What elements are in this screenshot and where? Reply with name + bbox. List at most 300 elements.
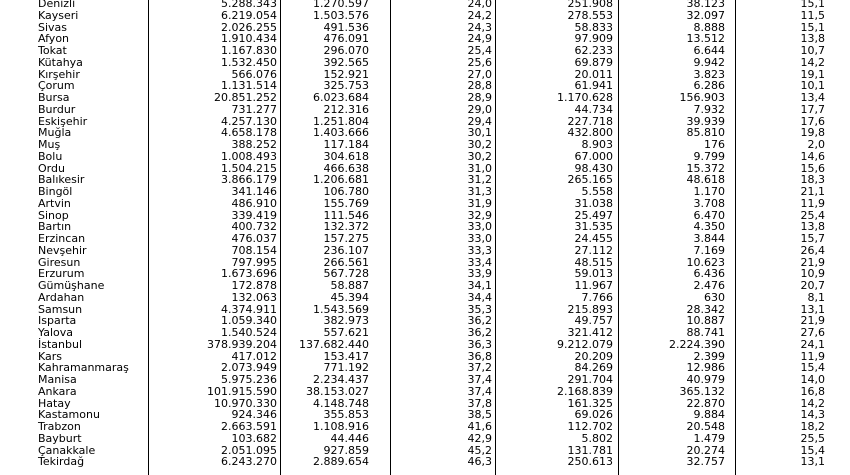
table-row [0, 233, 850, 245]
value-col4-cell: 49.757 [574, 314, 613, 328]
ratio-col3-cell: 34,4 [467, 290, 492, 304]
value-col5-cell: 40.979 [686, 373, 725, 386]
value-col5-cell: 38.123 [686, 0, 725, 10]
value-col1-cell: 20.851.252 [214, 91, 277, 104]
value-col4-cell: 11.967 [574, 279, 613, 292]
ratio-col3-cell: 25,6 [467, 55, 492, 69]
ratio-col3-cell: 35,3 [467, 302, 492, 316]
ratio-col3-cell: 33,4 [467, 255, 492, 269]
ratio-col6-cell: 13,1 [800, 302, 825, 316]
province-cell: Kütahya [38, 55, 83, 69]
value-col1-cell: 476.037 [231, 232, 277, 245]
value-col1-cell: 486.910 [231, 196, 277, 210]
province-cell: Erzincan [38, 232, 86, 245]
value-col4-cell: 31.535 [574, 220, 613, 234]
value-col5-cell: 6.644 [693, 44, 725, 57]
value-col1-cell: 417.012 [231, 349, 277, 363]
province-cell: Sinop [38, 208, 69, 222]
ratio-col3-cell: 24,3 [467, 20, 492, 34]
value-col2-cell: 132.372 [323, 220, 369, 234]
ratio-col3-cell: 36,8 [467, 349, 492, 363]
ratio-col6-cell: 2,0 [807, 138, 825, 151]
province-cell: Ankara [38, 384, 77, 398]
value-col5-cell: 28.342 [686, 302, 725, 316]
value-col4-cell: 265.165 [567, 173, 613, 187]
province-cell: Kars [38, 349, 63, 363]
table-row [0, 292, 850, 304]
value-col2-cell: 1.108.916 [313, 420, 369, 433]
value-col1-cell: 1.008.493 [221, 149, 277, 163]
value-col2-cell: 304.618 [323, 149, 369, 163]
value-col1-cell: 6.243.270 [221, 455, 277, 469]
value-col5-cell: 39.939 [686, 114, 725, 128]
value-col5-cell: 1.170 [693, 185, 725, 198]
value-col2-cell: 4.148.748 [313, 396, 369, 410]
value-col4-cell: 44.734 [574, 102, 613, 116]
ratio-col3-cell: 24,0 [467, 0, 492, 10]
value-col1-cell: 378.939.204 [207, 337, 277, 351]
value-col1-cell: 708.154 [231, 243, 277, 257]
ratio-col6-cell: 19,8 [800, 126, 825, 140]
value-col2-cell: 476.091 [323, 32, 369, 46]
ratio-col3-cell: 25,4 [467, 44, 492, 57]
ratio-col6-cell: 21,9 [800, 255, 825, 269]
ratio-col6-cell: 15,7 [800, 232, 825, 245]
value-col1-cell: 5.288.343 [221, 0, 277, 10]
ratio-col6-cell: 14,0 [800, 373, 825, 386]
ratio-col6-cell: 15,4 [800, 361, 825, 375]
value-col2-cell: 155.769 [323, 196, 369, 210]
value-col2-cell: 382.973 [323, 314, 369, 328]
value-col5-cell: 6.436 [693, 267, 725, 281]
ratio-col3-cell: 36,2 [467, 326, 492, 339]
value-col5-cell: 22.870 [686, 396, 725, 410]
value-col2-cell: 491.536 [323, 20, 369, 34]
value-col2-cell: 567.728 [323, 267, 369, 281]
province-cell: Eskişehir [38, 114, 88, 128]
value-col1-cell: 1.504.215 [221, 161, 277, 175]
province-cell: Muğla [38, 126, 72, 140]
province-cell: Burdur [38, 102, 76, 116]
value-col5-cell: 6.286 [693, 79, 725, 93]
value-col2-cell: 296.070 [323, 44, 369, 57]
ratio-col3-cell: 37,8 [467, 396, 492, 410]
ratio-col3-cell: 31,3 [467, 185, 492, 198]
province-cell: Isparta [38, 314, 77, 328]
value-col4-cell: 432.800 [567, 126, 613, 140]
value-col2-cell: 771.192 [323, 361, 369, 375]
value-col4-cell: 61.941 [574, 79, 613, 93]
ratio-col6-cell: 8,1 [807, 290, 825, 304]
value-col5-cell: 3.823 [693, 67, 725, 81]
ratio-col3-cell: 36,2 [467, 314, 492, 328]
ratio-col6-cell: 19,1 [800, 67, 825, 81]
ratio-col6-cell: 25,5 [800, 431, 825, 445]
value-col1-cell: 2.051.095 [221, 443, 277, 457]
value-col4-cell: 291.704 [567, 373, 613, 386]
value-col1-cell: 6.219.054 [221, 8, 277, 22]
value-col1-cell: 101.915.590 [207, 384, 277, 398]
table-row [0, 92, 850, 104]
ratio-col6-cell: 10,1 [800, 79, 825, 93]
value-col5-cell: 6.470 [693, 208, 725, 222]
table-row [0, 280, 850, 292]
value-col4-cell: 84.269 [574, 361, 613, 375]
value-col2-cell: 111.546 [323, 208, 369, 222]
province-cell: Bingöl [38, 185, 73, 198]
value-col1-cell: 4.257.130 [221, 114, 277, 128]
ratio-col3-cell: 27,0 [467, 67, 492, 81]
province-cell: Sivas [38, 20, 68, 34]
value-col2-cell: 2.234.437 [313, 373, 369, 386]
table-row [0, 45, 850, 57]
value-col5-cell: 7.932 [693, 102, 725, 116]
value-col1-cell: 4.374.911 [221, 302, 277, 316]
value-col1-cell: 5.975.236 [221, 373, 277, 386]
ratio-col6-cell: 13,1 [800, 455, 825, 469]
value-col5-cell: 32.757 [686, 455, 725, 469]
province-cell: Tokat [38, 44, 67, 57]
value-col5-cell: 3.844 [693, 232, 725, 245]
value-col2-cell: 1.503.576 [313, 8, 369, 22]
province-cell: Bartın [38, 220, 72, 234]
value-col1-cell: 1.673.696 [221, 267, 277, 281]
province-cell: Ordu [38, 161, 65, 175]
value-col2-cell: 1.270.597 [313, 0, 369, 10]
value-col1-cell: 3.866.179 [221, 173, 277, 187]
province-cell: Gümüşhane [38, 279, 105, 292]
province-cell: Bayburt [38, 431, 82, 445]
value-col2-cell: 2.889.654 [313, 455, 369, 469]
value-col1-cell: 341.146 [231, 185, 277, 198]
value-col5-cell: 1.479 [693, 431, 725, 445]
value-col5-cell: 9.799 [693, 149, 725, 163]
table-row [0, 339, 850, 351]
value-col4-cell: 321.412 [567, 326, 613, 339]
value-col5-cell: 4.350 [693, 220, 725, 234]
value-col4-cell: 215.893 [567, 302, 613, 316]
value-col4-cell: 5.558 [581, 185, 613, 198]
province-cell: Kastamonu [38, 408, 100, 422]
value-col1-cell: 797.995 [231, 255, 277, 269]
ratio-col6-cell: 15,1 [800, 20, 825, 34]
value-col1-cell: 132.063 [231, 290, 277, 304]
province-cell: Denizli [38, 0, 76, 10]
table-row [0, 433, 850, 445]
ratio-col3-cell: 33,0 [467, 232, 492, 245]
value-col2-cell: 325.753 [323, 79, 369, 93]
value-col2-cell: 392.565 [323, 55, 369, 69]
value-col2-cell: 44.446 [330, 431, 369, 445]
value-col5-cell: 3.708 [693, 196, 725, 210]
value-col2-cell: 1.543.569 [313, 302, 369, 316]
ratio-col3-cell: 31,0 [467, 161, 492, 175]
ratio-col3-cell: 38,5 [467, 408, 492, 422]
value-col2-cell: 45.394 [330, 290, 369, 304]
table-row [0, 104, 850, 116]
value-col2-cell: 153.417 [323, 349, 369, 363]
value-col2-cell: 557.621 [323, 326, 369, 339]
value-col1-cell: 2.073.949 [221, 361, 277, 375]
value-col5-cell: 176 [704, 138, 725, 151]
value-col4-cell: 227.718 [567, 114, 613, 128]
value-col1-cell: 1.059.340 [221, 314, 277, 328]
value-col1-cell: 1.910.434 [221, 32, 277, 46]
table-row [0, 151, 850, 163]
ratio-col6-cell: 21,9 [800, 314, 825, 328]
value-col1-cell: 388.252 [231, 138, 277, 151]
province-cell: Samsun [38, 302, 83, 316]
province-cell: Afyon [38, 32, 70, 46]
province-cell: Balıkesir [38, 173, 85, 187]
table-row [0, 456, 850, 468]
ratio-col6-cell: 24,1 [800, 337, 825, 351]
value-col1-cell: 1.540.524 [221, 326, 277, 339]
value-col4-cell: 278.553 [567, 8, 613, 22]
value-col1-cell: 103.682 [231, 431, 277, 445]
value-col4-cell: 98.430 [574, 161, 613, 175]
table-row [0, 139, 850, 151]
table-row [0, 327, 850, 339]
value-col2-cell: 38.153.027 [306, 384, 369, 398]
ratio-col6-cell: 17,6 [800, 114, 825, 128]
ratio-col6-cell: 15,6 [800, 161, 825, 175]
ratio-col3-cell: 30,2 [467, 149, 492, 163]
value-col4-cell: 20.209 [574, 349, 613, 363]
ratio-col6-cell: 26,4 [800, 243, 825, 257]
ratio-col3-cell: 37,2 [467, 361, 492, 375]
value-col5-cell: 9.884 [693, 408, 725, 422]
value-col2-cell: 266.561 [323, 255, 369, 269]
value-col4-cell: 250.613 [567, 455, 613, 469]
value-col4-cell: 59.013 [574, 267, 613, 281]
province-cell: Artvin [38, 196, 71, 210]
value-col4-cell: 251.908 [567, 0, 613, 10]
province-cell: Giresun [38, 255, 81, 269]
province-cell: Trabzon [38, 420, 81, 433]
province-cell: Ardahan [38, 290, 85, 304]
ratio-col6-cell: 21,1 [800, 185, 825, 198]
value-col1-cell: 400.732 [231, 220, 277, 234]
value-col5-cell: 2.399 [693, 349, 725, 363]
value-col4-cell: 48.515 [574, 255, 613, 269]
value-col2-cell: 1.403.666 [313, 126, 369, 140]
value-col2-cell: 927.859 [323, 443, 369, 457]
ratio-col6-cell: 13,4 [800, 91, 825, 104]
value-col4-cell: 2.168.839 [557, 384, 613, 398]
ratio-col3-cell: 37,4 [467, 384, 492, 398]
ratio-col6-cell: 18,3 [800, 173, 825, 187]
value-col1-cell: 2.026.255 [221, 20, 277, 34]
ratio-col6-cell: 10,9 [800, 267, 825, 281]
value-col4-cell: 69.879 [574, 55, 613, 69]
value-col4-cell: 31.038 [574, 196, 613, 210]
value-col2-cell: 58.887 [330, 279, 369, 292]
value-col4-cell: 5.802 [581, 431, 613, 445]
ratio-col6-cell: 16,8 [800, 384, 825, 398]
value-col1-cell: 924.346 [231, 408, 277, 422]
value-col5-cell: 12.986 [686, 361, 725, 375]
ratio-col3-cell: 31,2 [467, 173, 492, 187]
ratio-col6-cell: 18,2 [800, 420, 825, 433]
province-cell: Bolu [38, 149, 63, 163]
province-cell: Kayseri [38, 8, 79, 22]
value-col5-cell: 32.097 [686, 8, 725, 22]
ratio-col6-cell: 27,6 [800, 326, 825, 339]
ratio-col6-cell: 25,4 [800, 208, 825, 222]
value-col4-cell: 9.212.079 [557, 337, 613, 351]
province-cell: Kırşehir [38, 67, 80, 81]
province-cell: Çanakkale [38, 443, 96, 457]
ratio-col3-cell: 36,3 [467, 337, 492, 351]
value-col5-cell: 630 [704, 290, 725, 304]
ratio-col3-cell: 37,4 [467, 373, 492, 386]
value-col4-cell: 7.766 [581, 290, 613, 304]
value-col2-cell: 106.780 [323, 185, 369, 198]
table-row [0, 186, 850, 198]
value-col4-cell: 20.011 [574, 67, 613, 81]
table-row [0, 198, 850, 210]
value-col4-cell: 58.833 [574, 20, 613, 34]
table-row [0, 386, 850, 398]
province-cell: Nevşehir [38, 243, 87, 257]
ratio-col6-cell: 11,9 [800, 349, 825, 363]
value-col1-cell: 172.878 [231, 279, 277, 292]
table-row [0, 421, 850, 433]
value-col2-cell: 117.184 [323, 138, 369, 151]
value-col5-cell: 48.618 [686, 173, 725, 187]
value-col4-cell: 97.909 [574, 32, 613, 46]
ratio-col3-cell: 33,9 [467, 267, 492, 281]
ratio-col3-cell: 32,9 [467, 208, 492, 222]
value-col5-cell: 9.942 [693, 55, 725, 69]
value-col1-cell: 566.076 [231, 67, 277, 81]
value-col4-cell: 62.233 [574, 44, 613, 57]
value-col2-cell: 6.023.684 [313, 91, 369, 104]
ratio-col3-cell: 45,2 [467, 443, 492, 457]
ratio-col3-cell: 29,0 [467, 102, 492, 116]
value-col1-cell: 10.970.330 [214, 396, 277, 410]
value-col5-cell: 13.512 [686, 32, 725, 46]
value-col2-cell: 212.316 [323, 102, 369, 116]
province-cell: Yalova [38, 326, 73, 339]
value-col4-cell: 25.497 [574, 208, 613, 222]
ratio-col3-cell: 33,0 [467, 220, 492, 234]
ratio-col6-cell: 14,2 [800, 396, 825, 410]
value-col2-cell: 152.921 [323, 67, 369, 81]
table-row [0, 374, 850, 386]
ratio-col6-cell: 17,7 [800, 102, 825, 116]
table-row [0, 57, 850, 69]
value-col2-cell: 466.638 [323, 161, 369, 175]
ratio-col3-cell: 28,8 [467, 79, 492, 93]
ratio-col6-cell: 14,3 [800, 408, 825, 422]
ratio-col6-cell: 13,8 [800, 220, 825, 234]
value-col4-cell: 1.170.628 [557, 91, 613, 104]
province-cell: İstanbul [38, 337, 83, 351]
province-cell: Tekirdağ [38, 455, 85, 469]
value-col4-cell: 131.781 [567, 443, 613, 457]
value-col2-cell: 1.206.681 [313, 173, 369, 187]
value-col5-cell: 20.274 [686, 443, 725, 457]
value-col5-cell: 2.476 [693, 279, 725, 292]
value-col2-cell: 236.107 [323, 243, 369, 257]
value-col5-cell: 10.623 [686, 255, 725, 269]
ratio-col3-cell: 30,2 [467, 138, 492, 151]
ratio-col6-cell: 10,7 [800, 44, 825, 57]
table-row [0, 245, 850, 257]
value-col1-cell: 339.419 [231, 208, 277, 222]
province-cell: Çorum [38, 79, 75, 93]
value-col4-cell: 69.026 [574, 408, 613, 422]
table-row [0, 10, 850, 22]
ratio-col3-cell: 31,9 [467, 196, 492, 210]
value-col1-cell: 4.658.178 [221, 126, 277, 140]
ratio-col6-cell: 13,8 [800, 32, 825, 46]
value-col5-cell: 8.888 [693, 20, 725, 34]
ratio-col6-cell: 14,2 [800, 55, 825, 69]
province-cell: Erzurum [38, 267, 85, 281]
value-col4-cell: 112.702 [567, 420, 613, 433]
value-col5-cell: 365.132 [679, 384, 725, 398]
value-col5-cell: 10.887 [686, 314, 725, 328]
value-col2-cell: 355.853 [323, 408, 369, 422]
province-cell: Hatay [38, 396, 71, 410]
value-col5-cell: 20.548 [686, 420, 725, 433]
value-col5-cell: 88.741 [686, 326, 725, 339]
province-cell: Kahramanmaraş [38, 361, 129, 375]
province-cell: Bursa [38, 91, 70, 104]
value-col5-cell: 85.810 [686, 126, 725, 140]
province-cell: Manisa [38, 373, 77, 386]
value-col5-cell: 15.372 [686, 161, 725, 175]
ratio-col3-cell: 24,9 [467, 32, 492, 46]
ratio-col3-cell: 28,9 [467, 91, 492, 104]
value-col1-cell: 1.167.830 [221, 44, 277, 57]
value-col5-cell: 156.903 [679, 91, 725, 104]
ratio-col3-cell: 29,4 [467, 114, 492, 128]
ratio-col6-cell: 15,1 [800, 0, 825, 10]
value-col1-cell: 731.277 [231, 102, 277, 116]
province-cell: Muş [38, 138, 61, 151]
ratio-col3-cell: 41,6 [467, 420, 492, 433]
value-col1-cell: 2.663.591 [221, 420, 277, 433]
ratio-col6-cell: 11,9 [800, 196, 825, 210]
value-col2-cell: 1.251.804 [313, 114, 369, 128]
value-col4-cell: 8.903 [581, 138, 613, 151]
ratio-col6-cell: 20,7 [800, 279, 825, 292]
ratio-col3-cell: 33,3 [467, 243, 492, 257]
ratio-col6-cell: 11,5 [800, 8, 825, 22]
value-col5-cell: 7.169 [693, 243, 725, 257]
value-col4-cell: 24.455 [574, 232, 613, 245]
ratio-col3-cell: 46,3 [467, 455, 492, 469]
ratio-col3-cell: 42,9 [467, 431, 492, 445]
value-col5-cell: 2.224.390 [669, 337, 725, 351]
value-col4-cell: 161.325 [567, 396, 613, 410]
ratio-col3-cell: 34,1 [467, 279, 492, 292]
value-col1-cell: 1.131.514 [221, 79, 277, 93]
value-col1-cell: 1.532.450 [221, 55, 277, 69]
ratio-col6-cell: 15,4 [800, 443, 825, 457]
value-col4-cell: 27.112 [574, 243, 613, 257]
ratio-col3-cell: 24,2 [467, 8, 492, 22]
value-col2-cell: 157.275 [323, 232, 369, 245]
ratio-col6-cell: 14,6 [800, 149, 825, 163]
ratio-col3-cell: 30,1 [467, 126, 492, 140]
value-col2-cell: 137.682.440 [299, 337, 369, 351]
value-col4-cell: 67.000 [574, 149, 613, 163]
